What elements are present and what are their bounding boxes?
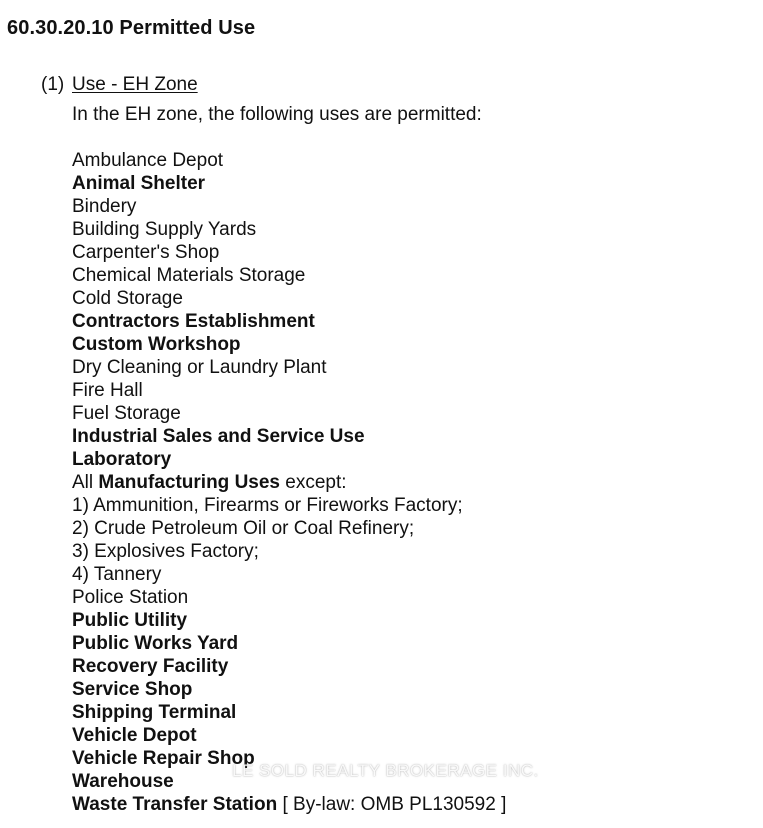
manufacturing-suffix: except: [285, 472, 347, 493]
manufacturing-prefix: All [72, 472, 94, 493]
use-public-works-yard: Public Works Yard [72, 633, 239, 654]
subsection-intro: In the EH zone, the following uses are permitted: [72, 104, 482, 125]
use-police-station: Police Station [72, 587, 189, 608]
use-fire-hall: Fire Hall [72, 380, 143, 401]
manufacturing-term: Manufacturing Uses [98, 472, 280, 493]
manufacturing-exception-3: 3) Explosives Factory; [72, 541, 259, 562]
subsection-number: (1) [41, 74, 65, 95]
use-waste-transfer-station [72, 793, 506, 816]
use-industrial-sales: Industrial Sales and Service Use [72, 426, 365, 447]
use-service-shop: Service Shop [72, 679, 193, 700]
use-bindery: Bindery [72, 196, 137, 217]
use-carpenters-shop: Carpenter's Shop [72, 242, 220, 263]
use-shipping-terminal: Shipping Terminal [72, 702, 237, 723]
waste-transfer-station-term: Waste Transfer Station [72, 794, 278, 815]
subsection-title: Use - EH Zone [72, 74, 198, 95]
use-vehicle-repair-shop: Vehicle Repair Shop [72, 748, 255, 769]
use-building-supply-yards: Building Supply Yards [72, 219, 257, 240]
manufacturing-exception-2: 2) Crude Petroleum Oil or Coal Refinery; [72, 518, 415, 539]
use-contractors-establishment: Contractors Establishment [72, 311, 315, 332]
manufacturing-exception-1: 1) Ammunition, Firearms or Fireworks Factory; [72, 495, 463, 516]
use-vehicle-depot: Vehicle Depot [72, 725, 197, 746]
brokerage-watermark: LE SOLD REALTY BROKERAGE INC. [232, 761, 539, 780]
use-laboratory: Laboratory [72, 449, 172, 470]
permitted-uses-list [72, 149, 506, 816]
use-public-utility: Public Utility [72, 610, 188, 631]
use-animal-shelter: Animal Shelter [72, 173, 206, 194]
use-warehouse: Warehouse [72, 771, 174, 792]
use-custom-workshop: Custom Workshop [72, 334, 241, 355]
use-dry-cleaning: Dry Cleaning or Laundry Plant [72, 357, 327, 378]
use-recovery-facility: Recovery Facility [72, 656, 229, 677]
manufacturing-exception-4: 4) Tannery [72, 564, 162, 585]
use-ambulance-depot: Ambulance Depot [72, 150, 224, 171]
subsection-header [41, 72, 198, 98]
use-manufacturing [72, 471, 506, 494]
bylaw-reference: [ By-law: OMB PL130592 ] [282, 794, 507, 815]
use-chemical-materials-storage: Chemical Materials Storage [72, 265, 306, 286]
section-heading: 60.30.20.10 Permitted Use [7, 17, 256, 39]
use-cold-storage: Cold Storage [72, 288, 183, 309]
use-fuel-storage: Fuel Storage [72, 403, 181, 424]
